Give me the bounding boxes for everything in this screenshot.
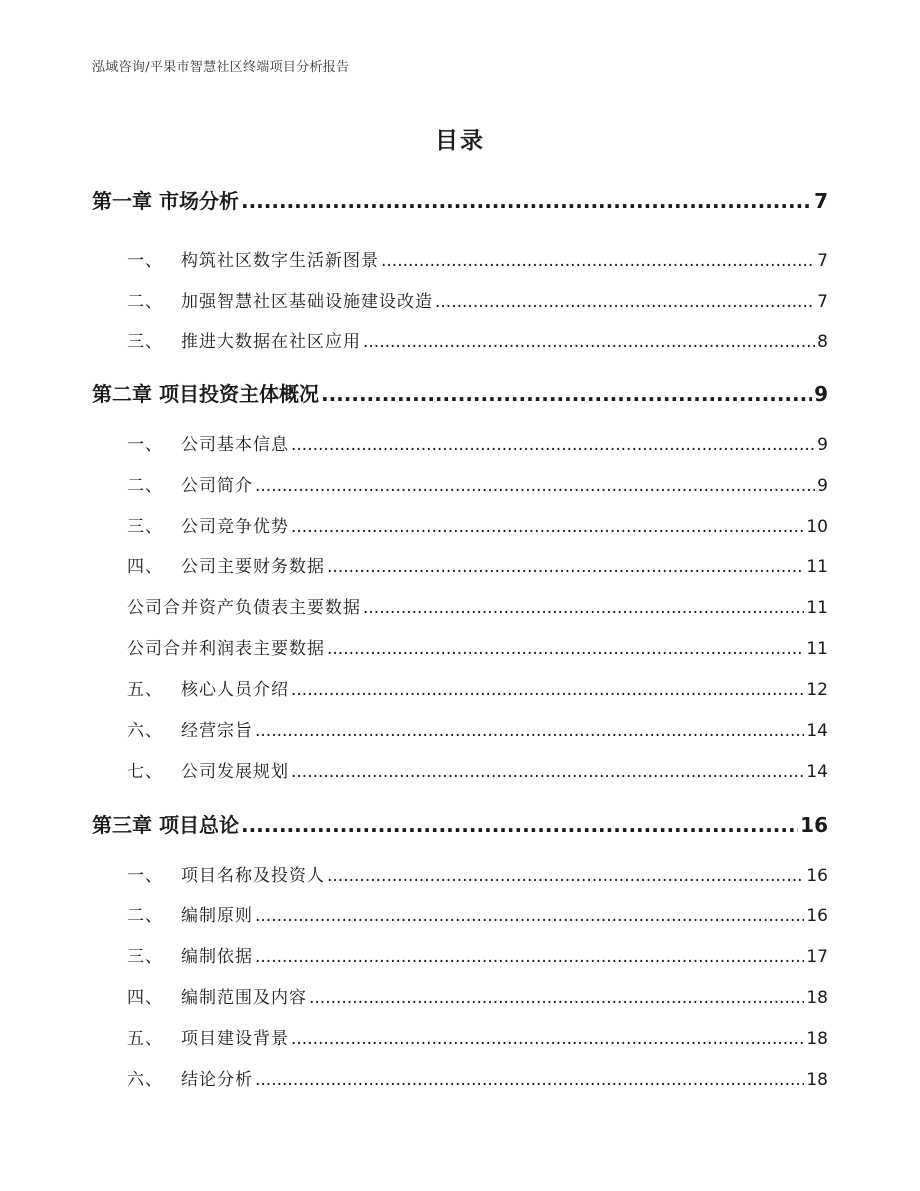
toc-section-entry[interactable]: [127, 901, 828, 926]
toc-entry-number: 六、: [127, 1070, 163, 1090]
toc-page-number: 18: [806, 1029, 828, 1049]
toc-entry-number: 六、: [127, 721, 163, 741]
toc-section-entry[interactable]: [127, 552, 828, 577]
toc-entry-label: 编制原则: [181, 906, 253, 926]
toc-entry-number: 二、: [127, 906, 163, 926]
toc-entry-label: 公司主要财务数据: [181, 557, 325, 577]
toc-entry-label: 第一章 市场分析: [92, 189, 239, 213]
running-header: 泓域咨询/平果市智慧社区终端项目分析报告: [92, 60, 350, 75]
toc-page-number: 9: [817, 476, 828, 496]
toc-section-entry[interactable]: [127, 430, 828, 455]
toc-entry-label: 编制依据: [181, 947, 253, 967]
dot-leader: [327, 639, 804, 659]
dot-leader: [291, 680, 804, 700]
dot-leader: [255, 906, 804, 926]
dot-leader: [363, 332, 815, 352]
toc-entry-label: 加强智慧社区基础设施建设改造: [181, 292, 433, 312]
dot-leader: [241, 189, 812, 213]
toc-page-number: 11: [806, 598, 828, 618]
toc-page-number: 18: [806, 1070, 828, 1090]
toc-section-entry[interactable]: [127, 1024, 828, 1049]
toc-page-number: 16: [806, 906, 828, 926]
toc-page-number: 14: [806, 721, 828, 741]
toc-section-entry[interactable]: [127, 983, 828, 1008]
toc-entry-label: 公司简介: [181, 476, 253, 496]
toc-entry-number: 三、: [127, 332, 163, 352]
dot-leader: [291, 762, 804, 782]
toc-entry-label: 结论分析: [181, 1070, 253, 1090]
toc-entry-number: 一、: [127, 435, 163, 455]
dot-leader: [321, 382, 812, 406]
toc-page-number: 7: [817, 251, 828, 271]
toc-section-entry[interactable]: [127, 287, 828, 312]
dot-leader: [327, 866, 804, 886]
toc-entry-label: 经营宗旨: [181, 721, 253, 741]
toc-page-number: 16: [800, 813, 828, 837]
toc-entry-label: 公司发展规划: [181, 762, 289, 782]
toc-section-entry[interactable]: [127, 1065, 828, 1090]
dot-leader: [381, 251, 815, 271]
toc-section-entry[interactable]: [127, 675, 828, 700]
toc-page-number: 18: [806, 988, 828, 1008]
dot-leader: [255, 1070, 804, 1090]
toc-section-entry[interactable]: [127, 593, 828, 618]
dot-leader: [291, 435, 815, 455]
dot-leader: [255, 721, 804, 741]
toc-chapter-entry[interactable]: [92, 185, 828, 214]
dot-leader: [309, 988, 804, 1008]
toc-chapter-entry[interactable]: [92, 809, 828, 838]
dot-leader: [255, 947, 804, 967]
toc-entry-label: 公司合并利润表主要数据: [127, 639, 325, 659]
dot-leader: [363, 598, 804, 618]
toc-entry-label: 公司竞争优势: [181, 517, 289, 537]
toc-page-number: 17: [806, 947, 828, 967]
dot-leader: [291, 517, 804, 537]
toc-entry-label: 项目名称及投资人: [181, 866, 325, 886]
toc-entry-number: 一、: [127, 866, 163, 886]
dot-leader: [255, 476, 815, 496]
toc-page-number: 11: [806, 557, 828, 577]
toc-section-entry[interactable]: [127, 942, 828, 967]
toc-page-number: 8: [817, 332, 828, 352]
toc-entry-number: 五、: [127, 1029, 163, 1049]
toc-section-entry[interactable]: [127, 246, 828, 271]
toc-page-number: 11: [806, 639, 828, 659]
toc-page-number: 7: [817, 292, 828, 312]
toc-chapter-entry[interactable]: [92, 378, 828, 407]
toc-entry-number: 四、: [127, 557, 163, 577]
dot-leader: [435, 292, 815, 312]
toc-section-entry[interactable]: [127, 861, 828, 886]
toc-page-number: 16: [806, 866, 828, 886]
toc-entry-number: 二、: [127, 292, 163, 312]
toc-entry-label: 第三章 项目总论: [92, 813, 239, 837]
toc-entry-label: 公司合并资产负债表主要数据: [127, 598, 361, 618]
toc-entry-label: 公司基本信息: [181, 435, 289, 455]
dot-leader: [327, 557, 804, 577]
toc-section-entry[interactable]: [127, 512, 828, 537]
toc-entry-label: 核心人员介绍: [181, 680, 289, 700]
toc-entry-number: 三、: [127, 947, 163, 967]
toc-page-number: 9: [814, 382, 828, 406]
toc-entry-label: 项目建设背景: [181, 1029, 289, 1049]
toc-section-entry[interactable]: [127, 471, 828, 496]
toc-entry-number: 五、: [127, 680, 163, 700]
toc-entry-label: 第二章 项目投资主体概况: [92, 382, 319, 406]
toc-section-entry[interactable]: [127, 757, 828, 782]
dot-leader: [241, 813, 798, 837]
toc-page-number: 12: [806, 680, 828, 700]
toc-entry-label: 推进大数据在社区应用: [181, 332, 361, 352]
toc-entry-number: 一、: [127, 251, 163, 271]
toc-entry-label: 构筑社区数字生活新图景: [181, 251, 379, 271]
dot-leader: [291, 1029, 804, 1049]
toc-entry-number: 七、: [127, 762, 163, 782]
toc-section-entry[interactable]: [127, 634, 828, 659]
toc-section-entry[interactable]: [127, 716, 828, 741]
toc-page-number: 7: [814, 189, 828, 213]
toc-page-number: 9: [817, 435, 828, 455]
toc-page-number: 10: [806, 517, 828, 537]
toc-entry-label: 编制范围及内容: [181, 988, 307, 1008]
page-title: 目录: [435, 128, 485, 154]
toc-section-entry[interactable]: [127, 327, 828, 352]
toc-entry-number: 二、: [127, 476, 163, 496]
toc-entry-number: 四、: [127, 988, 163, 1008]
toc-entry-number: 三、: [127, 517, 163, 537]
toc-page-number: 14: [806, 762, 828, 782]
